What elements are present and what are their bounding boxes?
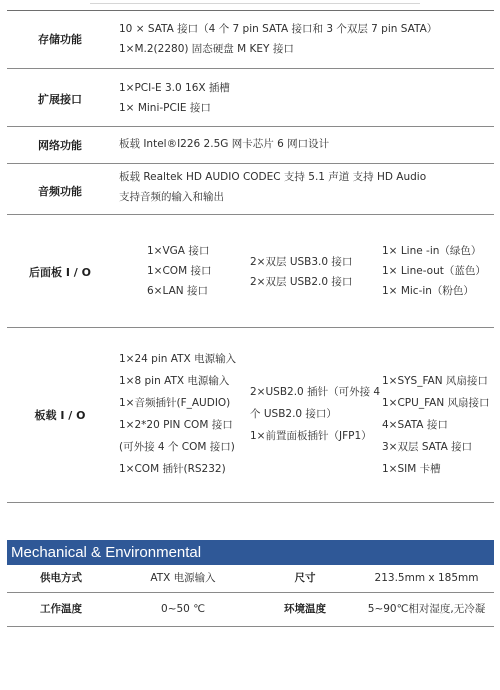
mechanical-row	[7, 565, 494, 593]
spec-row-rear-io	[7, 214, 494, 328]
spec-line: 1×PCI-E 3.0 16X 插槽	[119, 82, 230, 94]
spec-value	[119, 78, 230, 118]
spec-line: 1×前置面板插针（JFP1）	[250, 430, 372, 442]
spec-line: 1× Mic-in（粉色）	[382, 285, 474, 297]
spec-line: (可外接 4 个 COM 接口)	[119, 441, 235, 453]
spec-label: 网络功能	[38, 139, 82, 152]
spec-row-board-io	[7, 327, 494, 503]
spec-line: 1×VGA 接口	[147, 245, 210, 257]
spec-line: 1×SYS_FAN 风扇接口	[382, 375, 488, 387]
spec-row-audio	[7, 163, 494, 215]
mechanical-key: 供电方式	[40, 572, 82, 584]
spec-label: 板载 I / O	[34, 409, 86, 422]
spec-line: 1×24 pin ATX 电源输入	[119, 353, 237, 365]
spec-row-expansion	[7, 68, 494, 127]
spec-line: 1× Line -in（绿色）	[382, 245, 482, 257]
spec-line: 2×双层 USB2.0 接口	[250, 276, 353, 288]
spec-col	[250, 381, 380, 447]
spec-label: 存储功能	[38, 33, 82, 46]
spec-line: 1×COM 接口	[147, 265, 212, 277]
spec-line: 板载 Intel®I226 2.5G 网卡芯片 6 网口设计	[119, 138, 330, 150]
top-edge	[0, 0, 500, 10]
spec-value	[119, 134, 329, 154]
spec-line: 1×2*20 PIN COM 接口	[119, 419, 233, 431]
mechanical-row	[7, 592, 494, 627]
spec-line: 个 USB2.0 接口）	[250, 408, 337, 420]
spec-label: 扩展接口	[38, 93, 82, 106]
mechanical-key: 工作温度	[40, 603, 82, 615]
spec-line: 6×LAN 接口	[147, 285, 208, 297]
spec-line: 1× Mini-PCIE 接口	[119, 102, 211, 114]
spec-col	[250, 252, 352, 292]
spec-col	[119, 348, 236, 480]
section-header-mechanical: Mechanical & Environmental	[7, 540, 494, 565]
mechanical-value: ATX 电源输入	[150, 572, 216, 584]
spec-row-storage	[7, 11, 494, 69]
cropped-row-edge	[90, 0, 420, 4]
spec-line: 4×SATA 接口	[382, 419, 448, 431]
spec-label: 音频功能	[38, 185, 82, 198]
mechanical-value: 5~90℃相对湿度,无冷凝	[367, 603, 486, 615]
spec-line: 1× Line-out（蓝色）	[382, 265, 486, 277]
mechanical-key: 环境温度	[284, 603, 326, 615]
spec-line: 1×音频插针(F_AUDIO)	[119, 397, 231, 409]
spec-line: 支持音频的输入和输出	[119, 191, 224, 203]
spec-line: 1×COM 插针(RS232)	[119, 463, 226, 475]
spec-value	[119, 19, 437, 59]
spec-table	[7, 10, 494, 475]
spec-col	[382, 241, 486, 301]
spec-label: 后面板 I / O	[29, 266, 91, 279]
spec-line: 3×双层 SATA 接口	[382, 441, 473, 453]
spec-col	[382, 370, 490, 480]
mechanical-key: 尺寸	[294, 572, 316, 584]
spec-line: 1×M.2(2280) 固态硬盘 M KEY 接口	[119, 43, 294, 55]
spec-col	[147, 241, 211, 301]
mechanical-value: 213.5mm x 185mm	[374, 572, 479, 584]
spec-line: 10 × SATA 接口（4 个 7 pin SATA 接口和 3 个双层 7 pin SATA）	[119, 23, 438, 35]
spec-line: 1×8 pin ATX 电源输入	[119, 375, 230, 387]
spec-row-network	[7, 126, 494, 164]
spec-line: 1×CPU_FAN 风扇接口	[382, 397, 490, 409]
spec-value	[119, 167, 426, 207]
spec-line: 板载 Realtek HD AUDIO CODEC 支持 5.1 声道 支持 HD Audio	[119, 171, 427, 183]
spec-line: 2×双层 USB3.0 接口	[250, 256, 353, 268]
mechanical-value: 0~50 ℃	[161, 603, 205, 615]
spec-line: 1×SIM 卡槽	[382, 463, 441, 475]
spec-line: 2×USB2.0 插针（可外接 4	[250, 386, 381, 398]
